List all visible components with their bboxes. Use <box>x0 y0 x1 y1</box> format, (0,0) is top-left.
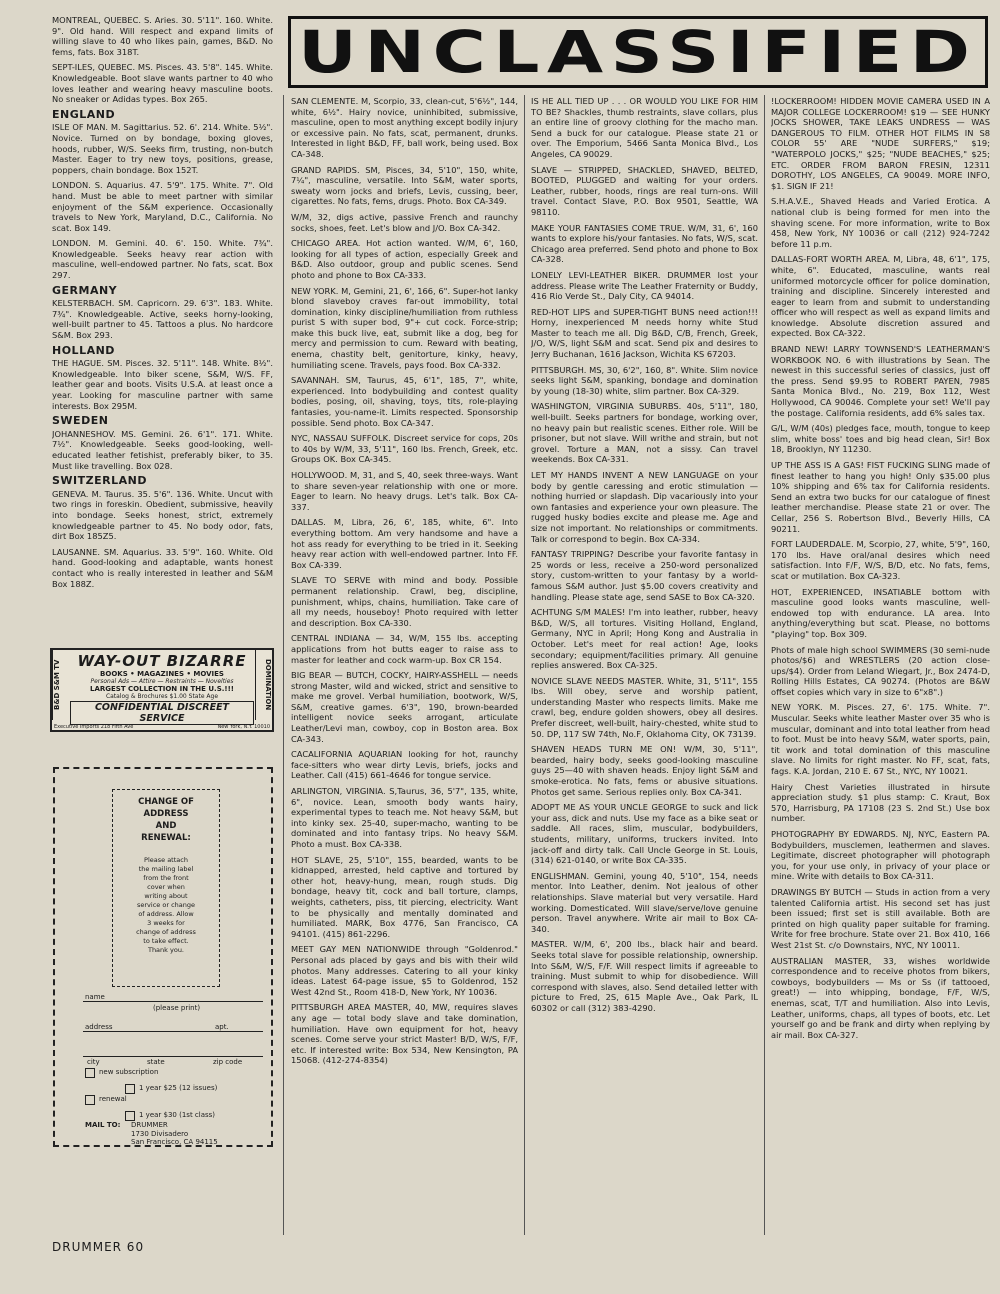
address-field[interactable] <box>83 1031 263 1032</box>
ad-subtitle: BOOKS • MAGAZINES • MOVIES <box>100 670 224 678</box>
ad-townsend-workbook: BRAND NEW! LARRY TOWNSEND'S LEATHERMAN'S WORKBOOK NO. 6 with illustrations by Sean. The newest in this successful series of classics, just off the press. Send $9.95 to ROBERT PAYEN, 7985 Santa Monica Blvd., No. 219, Box 112, West Hollywood, CA 90046. Complete your set! We'll pay the postage. California residents, add 6% sales tax. <box>771 344 990 418</box>
ad-drawings-butch: DRAWINGS BY BUTCH — Studs in action from a very talented California artist. His second set has just been issued; first set is still available. Both are printed on high quality paper suitable for framing. Write for free brochure. State over 21. Box 410, 166 West 21st St. c/o Downstairs, NYC, NY 10011. <box>771 886 990 950</box>
ad-side-left: B&D S&M TV <box>52 650 69 720</box>
ad-new-york-gemini: NEW YORK. M, Gemini, 21, 6', 166, 6". Super-hot lanky blond slaveboy craves far-out immobility, total domination, kinky discipline/humiliation from ruthless purist S with super bod, 9"+ cut cock. Force-strip; make this buck live, eat, submit like a dog, beg for mercy and permission to cum. Reward with beating, enema, chastity belt, genitorture, kinky, heavy, humiliating scene. Travels, pays food. Box CA-332. <box>291 285 518 370</box>
way-out-bizarre-ad <box>50 648 274 732</box>
ad-australian-master: AUSTRALIAN MASTER, 33, wishes worldwide correspondence and to receive photos from bikers, cowboys, bodybuilders — Ms or Ss (if tattooed, great!) — into whipping, bondage, F/F, W/S, enemas, scat, T/T and humiliation. Also into Levis, Leather, uniforms, chaps, all types of boots, etc. Let yourself go and be frank and dirty when replying by air mail. Box CA-327. <box>771 955 990 1040</box>
ad-red-hot-lips: RED-HOT LIPS and SUPER-TIGHT BUNS need action!!! Horny, inexperienced M needs horny white Stud Master to teach me all. Dig B&D, C/B, French, Greek, J/O, W/S, light S&M and scat. Send pix and desires to Jerry Buchanan, 1616 Jackson, Wichita KS 67203. <box>531 306 758 360</box>
ad-kelsterbach: KELSTERBACH. SM. Capricorn. 29. 6'3". 183. White. 7¾". Knowledgeable. Active, seeks horny-looking, well-built partner to 45. Tattoos a plus. No hardcore S&M. Box 293. <box>52 298 273 341</box>
ad-nyc-nassau: NYC, NASSAU SUFFOLK. Discreet service for cops, 20s to 40s by W/M, 33, 5'11", 160 lbs. French, Greek, etc. Groups OK. Box CA-345. <box>291 433 518 465</box>
coupon-heading: CHANGE OF ADDRESS AND RENEWAL: <box>138 797 194 843</box>
year-30-label: 1 year $30 (1st class) <box>139 1111 216 1119</box>
column-1 <box>52 15 273 643</box>
mail-to-label: MAIL TO: <box>85 1121 121 1129</box>
ad-hairy-chest: Hairy Chest Varieties illustrated in hirsute appreciation study. $1 plus stamp: C. Kraut, Box 570, Harrisburg, PA 17108 (23 S. 2nd St.) Use box number. <box>771 781 990 824</box>
ad-isle-of-man: ISLE OF MAN. M. Sagittarius. 52. 6'. 214. White. 5½". Novice. Turned on by bondage, boxing gloves, hoods, rubber, W/S. Seeks firm, trusting, non-butch Master. Eager to try new toys, positions, grease, poppers, chain bondage. Box 152T. <box>52 122 273 175</box>
ad-washington-virginia: WASHINGTON, VIRGINIA SUBURBS. 40s, 5'11", 180, well-built. Seeks partners for bondage, working over, no heavy pain but realistic scenes. Either role. Will be prisoner, but not slave. Will writhe and strain, but not grovel. Torture a MAN, not a sissy. Can travel weekends. Box CA-331. <box>531 401 758 465</box>
city-label: city <box>87 1058 100 1066</box>
ad-master: MASTER. W/M, 6', 200 lbs., black hair and beard. Seeks total slave for possible relationship, ownership. Into S&M, W/S, F/F. Will respect limits if agreeable to training. Must submit to whip for disobedience. Will correspond with slaves, also. Send detailed letter with picture to Fred, 2S, 615 Maple Ave., Oak Park, IL 60302 or call (312) 383-4290. <box>531 939 758 1013</box>
mail-address-2: 1730 Divisadero <box>131 1130 189 1138</box>
page-footer: DRUMMER 60 <box>52 1240 145 1254</box>
ad-grand-rapids: GRAND RAPIDS. SM, Pisces, 34, 5'10", 150, white, 7¼", masculine, versatile. Into S&M, water sports, sweaty worn jocks and briefs, Levis, cussing, beer, cigarettes. No fats, fems, drugs. Photo. Box CA-349. <box>291 164 518 207</box>
ad-central-indiana: CENTRAL INDIANA — 34, W/M, 155 lbs. accepting applications from hot butts eager to raise ass to master for leather and cock warm-up. Box CR 154. <box>291 633 518 665</box>
heading-germany: GERMANY <box>52 283 118 297</box>
ad-slogan: CONFIDENTIAL DISCREET SERVICE <box>70 701 254 725</box>
ad-fantasy-tripping: FANTASY TRIPPING? Describe your favorite fantasy in 25 words or less, receive a 250-word personalized story, custom-written to your fantasy by a world-famous S&M author. Just $5.00 covers creativity and handling. Please state age, send SASE to Box CA-320. <box>531 549 758 602</box>
unclassified-banner <box>288 16 988 88</box>
column-divider-1 <box>283 95 284 1235</box>
ad-let-my-hands: LET MY HANDS INVENT A NEW LANGUAGE on your body by gentle caressing and erotic stimulation — nothing hurried or slapdash. Dip vacariously into your own fantasies and experience your own pleasure. The rugged husky bodies excite and please me. Age and size not important. No relationships or commitments. Talk or correspond to begin. Box CA-334. <box>531 470 758 544</box>
ad-englishman: ENGLISHMAN. Gemini, young 40, 5'10", 154, needs mentor. Into Leather, denim. Not jealous of other relationships. Slave material but very versatile. Hard working. Domesticated. Will slave/serve/love genuine person. Travel anywhere. Write air mail to Box CA-340. <box>531 870 758 934</box>
ad-london-2: LONDON. M. Gemini. 40. 6'. 150. White. 7¾". Knowledgeable. Seeks heavy rear action with masculine, well-endowed partner. No fats, scat. Box 297. <box>52 238 273 281</box>
ad-dallas-fort-worth: DALLAS-FORT WORTH AREA. M, Libra, 48, 6'1", 175, white, 6". Educated, masculine, wants real uniformed motorcycle officer for police domination, training and discipline. Sincerely interested and eager to learn from and submit to understanding officer who will respect as well as expand limits and knowledge. Absolute discretion assured and expected. Box CA-322. <box>771 254 990 339</box>
ad-make-fantasies: MAKE YOUR FANTASIES COME TRUE. W/M, 31, 6', 160 wants to explore his/your fantasies. No fats, W/S, scat. Chicago area preferred. Send photo and phone to Box CA-328. <box>531 222 758 265</box>
ad-wm-32: W/M, 32, digs active, passive French and raunchy socks, shoes, feet. Let's blow and J/O. Box CA-342. <box>291 211 518 233</box>
ad-title: WAY-OUT BIZARRE <box>77 652 247 670</box>
column-2 <box>291 96 518 1236</box>
ad-line-3: Catalog & Brochures $1.00 State Age <box>105 693 219 700</box>
renewal-checkbox[interactable] <box>85 1095 95 1105</box>
ad-shaven-heads: SHAVEN HEADS TURN ME ON! W/M, 30, 5'11", bearded, hairy body, seeks good-looking masculine guys 25—40 with shaven heads. Enjoy light S&M and smoke-erotica. No fats, fems or abusive situations. Photos get same. Serious replies only. Box CA-341. <box>531 744 758 797</box>
change-of-address-coupon <box>53 767 273 1147</box>
heading-sweden: SWEDEN <box>52 414 109 428</box>
heading-holland: HOLLAND <box>52 343 115 357</box>
ad-lausanne: LAUSANNE. SM. Aquarius. 33. 5'9". 160. White. Old hand. Good-looking and adaptable, wants honest contact who is really interested in leather and S&M Box 188Z. <box>52 546 273 589</box>
renewal-label: renewal <box>99 1095 127 1103</box>
ad-emporium: IS HE ALL TIED UP . . . OR WOULD YOU LIKE FOR HIM TO BE? Shackles, thumb restraints, slave collars, plus an entire line of groovy clothing for the macho man. Send a buck for our catalogue. Please state 21 or over. The Emporium, 5466 Santa Monica Blvd., Los Angeles, CA 90029. <box>531 96 758 159</box>
ad-savannah: SAVANNAH. SM, Taurus, 45, 6'1", 185, 7", white, experienced. Into bodybuilding and contest quality bodies, posing, oil, shaving, toys, tits, role-playing fantasies, you-name-it. Limits respected. Sponsorship possible. Send photo. Box CA-347. <box>291 375 518 428</box>
mail-address-3: San Francisco, CA 94115 <box>131 1138 218 1146</box>
heading-england: ENGLAND <box>52 107 116 121</box>
ad-san-clemente: SAN CLEMENTE. M, Scorpio, 33, clean-cut, 5'6½", 144, white, 6½". Hairy novice, uninhibited, submissive, masculine, open to most anything except bodily injury or excessive pain. No fats, scat, permanent, drunks. Interested in light B&D, FF, ball work, being used. Box CA-348. <box>291 96 518 159</box>
ad-new-york-pisces: NEW YORK. M. Pisces. 27, 6'. 175. White. 7". Muscular. Seeks white leather Master over 35 who is muscular, dominant and into total leather from head to foot. Must be into heavy S&M, water sports, pain, tit work and total domination of this masculine slave. No limits for right master. No FF, scat, fats, fags. K.A. Jordan, 210 E. 67 St., NYC, NY 10021. <box>771 702 990 777</box>
ad-fort-lauderdale: FORT LAUDERDALE. M, Scorpio, 27, white, 5'9", 160, 170 lbs. Have oral/anal desires which need satisfaction. Into F/F, W/S, B/D, etc. No fats, fems, scat or mutilation. Box CA-323. <box>771 539 990 581</box>
state-label: state <box>147 1058 165 1066</box>
ad-swimmers-wrestlers: Phots of male high school SWIMMERS (30 semi-nude photos/$6) and WRESTLERS (20 action close-ups/$4). Order from Leland Wiegart, Jr., Box 2474-D, Rolling Hills Estates, CA 90274. (Photos are B&W offset copies which vary in size to 6"x8".) <box>771 644 990 697</box>
ad-novice-slave: NOVICE SLAVE NEEDS MASTER. White, 31, 5'11", 155 lbs. Will obey, serve and worship patient, understanding Master who respects limits. Make me crawl, beg, endure golden showers, obey all desires. Prefer discreet, well-built, hairy-chested, white stud to 50. DP, 117 SW 74th, No.F, Oklahoma City, OK 73139. <box>531 675 758 739</box>
ad-big-bear: BIG BEAR — BUTCH, COCKY, HAIRY-ASSHELL — needs strong Master, wild and wicked, strict and sensitive to make me grovel. Verbal humiliation, bootwork, W/S, S&M, creative games. 6'3", 190, brown-bearded intelligent novice seeks arrogant, articulate Leather/Levi man, cowboy, cop in Boston area. Box CA-343. <box>291 670 518 744</box>
heading-switzerland: SWITZERLAND <box>52 474 147 488</box>
ad-photography-edwards: PHOTOGRAPHY BY EDWARDS. NJ, NYC, Eastern PA. Bodybuilders, musclemen, leathermen and slaves. Legitimate, discreet photographer will photograph you, for your use only, in privacy of your place or mine. Write with details to Box CA-311. <box>771 829 990 882</box>
column-3 <box>531 96 758 1236</box>
ad-hollywood: HOLLYWOOD. M, 31, and S, 40, seek three-ways. Want to share seven-year relationship with one or more. Eager to learn. No heavy drugs. Let's talk. Box CA-337. <box>291 470 518 512</box>
ad-the-hague: THE HAGUE. SM. Pisces. 32. 5'11". 148. White. 8½". Knowledgeable. Into biker scene, S&M, W/S. FF, leather gear and boots. Visits U.S.A. at least once a year. Looking for masculine partner with same interests. Box 295M. <box>52 358 273 411</box>
ad-slave-stripped: SLAVE — STRIPPED, SHACKLED, SHAVED, BELTED, BOOTED, PLUGGED and waiting for your orders. Leather, rubber, hoods, rings are real turn-ons. Will travel. Contact Slave, P.O. Box 9501, Seattle, WA 98110. <box>531 164 758 217</box>
ad-montreal: MONTREAL, QUEBEC. S. Aries. 30. 5'11". 160. White. 9". Old hand. Will respect and expand limits of willing slave to 40 who likes pain, games, B&D. No fems, fats. Box 318T. <box>52 15 273 57</box>
ad-arlington: ARLINGTON, VIRGINIA. S,Taurus, 36, 5'7", 135, white, 6", novice. Lean, smooth body wants hairy, experimental types to teach me. Not heavy S&M, but into kinky sex. 25-40, super-macho, wanting to be dominated and into fantasy trips. No heavy S&M. Photo a must. Box CA-338. <box>291 786 518 849</box>
ad-pittsburgh-master: PITTSBURGH AREA MASTER, 40, MW, requires slaves any age — total body slave and take domination, humiliation. Have own equipment for hot, heavy scenes. Come serve your strict Master! B/D, W/S, F/F, etc. If interested write: Box 534, New Kensington, PA 15068. (412-274-8354) <box>291 1002 518 1066</box>
new-subscription-checkbox[interactable] <box>85 1068 95 1078</box>
zip-label: zip code <box>213 1058 243 1066</box>
ad-line-2: LARGEST COLLECTION IN THE U.S.!!! <box>90 685 234 693</box>
ad-foot-left: Executive Imports 218 Fifth Ave <box>54 724 134 730</box>
ad-dallas: DALLAS. M, Libra, 26, 6', 185, white, 6". Into everything bottom. Am very handsome and have a hot ass ready for everything to be tried in it. Seeking heavy rear action with well-endowed partner. Into FF. Box CA-339. <box>291 517 518 570</box>
apt-label: apt. <box>215 1023 229 1031</box>
mail-address-1: DRUMMER <box>131 1121 168 1129</box>
ad-geneva: GENEVA. M. Taurus. 35. 5'6". 136. White. Uncut with two rings in foreskin. Obedient, submissive, heavily into bondage. Seeks honest, strict, extremely knowledgeable partner to 45. No body odor, fats, dirt Box 185Z5. <box>52 488 273 542</box>
ad-goldenrod: MEET GAY MEN NATIONWIDE through "Goldenrod." Personal ads placed by gays and bis with their wild photos. Many addresses. Catering to all your kinky ideas. Latest 64-page issue, $5 to Goldenrod, 152 West 42nd St., Room 418-D, New York, NY 10036. <box>291 944 518 997</box>
ad-slave-to-serve: SLAVE TO SERVE with mind and body. Possible permanent relationship. Crawl, beg, discipline, punishment, whips, chains, humiliation. Take care of all my needs, houseboy! Photo required with letter and description. Box CA-330. <box>291 575 518 628</box>
column-4 <box>771 96 990 1236</box>
ad-hot-slave: HOT SLAVE, 25, 5'10", 155, bearded, wants to be kidnapped, arrested, held captive and tortured by other hot, heavy-hung, mean, rough studs. Dig bondage, heavy tit, cock and ball torture, clamps, weights, catheters, piss, tit piercing, electricity. Want to be physically and mentally dominated and humiliated. MARK, Box 4776, San Francisco, CA 94101. (415) 861-2296. <box>291 854 518 939</box>
name-field[interactable] <box>83 1001 263 1002</box>
ad-gl-wm: G/L, W/M (40s) pledges face, mouth, tongue to keep slim, white boss' toes and big head clean, Sir! Box 18, Brooklyn, NY 11230. <box>771 423 990 455</box>
name-label: name <box>85 993 105 1001</box>
mailing-label-box <box>112 789 220 987</box>
coupon-instructions: Please attach the mailing label from the front cover when writing about service or change of address. Allow 3 weeks for change of address to take effect. Thank you. <box>136 856 196 954</box>
ad-pittsburgh-ms: PITTSBURGH. MS, 30, 6'2", 160, 8". White. Slim novice seeks light S&M, spanking, bondage and domination by young (18-30) white, slim partner. Box CA-329. <box>531 364 758 396</box>
ad-sept-iles: SEPT-ILES, QUEBEC. MS. Pisces. 43. 5'8". 145. White. Knowledgeable. Boot slave wants partner to 40 who loves leather and wearing heavy masculine boots. No sneaker or Adidas types. Box 265. <box>52 62 273 105</box>
column-divider-3 <box>764 95 765 1235</box>
ad-foot-right: New York, N.Y. 10010 <box>217 724 270 730</box>
ad-uncle-george: ADOPT ME AS YOUR UNCLE GEORGE to suck and lick your ass, dick and nuts. Use my face as a bike seat or saddle. All races, slim, muscular, bodybuilders, students, military, uniforms, truckers invited. Into jack-off and dirty talk. Call Uncle George in St. Louis, (314) 621-0140, or write Box CA-335. <box>531 802 758 866</box>
ad-lockerroom: !LOCKERROOM! HIDDEN MOVIE CAMERA USED IN A MAJOR COLLEGE LOCKERROOM! $19 — SEE HUNKY JOCKS SHOWER, TAKE LEAKS UNDRESS — WAS DANGEROUS TO FILM. OTHER HOT FILMS IN S8 COLOR 55' ARE "NUDE SURFERS," $19; "WATERPOLO JOCKS," $25; "NUDE BEACHES," $25; ETC. ORDER FROM BARON FRESIN, 12311 DOROTHY, LOS ANGELES, CA 90049. MORE INFO, $1. SIGN IF 21! <box>771 96 990 191</box>
ad-sling: UP THE ASS IS A GAS! FIST FUCKING SLING made of finest leather to hang you high! Only $35.00 plus 10% shipping and 6% tax for California residents. Send an extra two bucks for our catalogue of finest leather merchandise. Please state 21 or over. The Cellar, 256 S. Robertson Blvd., Beverly Hills, CA 90211. <box>771 460 990 534</box>
ad-achtung: ACHTUNG S/M MALES! I'm into leather, rubber, heavy B&D, W/S, all tortures. Visiting Holland, England, Germany, NYC in April; Hong Kong and Australia in October. Let's meet for real action! Age, looks secondary; equipment/facilities primary. All genuine replies answered. Box CA-325. <box>531 607 758 671</box>
ad-london-1: LONDON. S. Aquarius. 47. 5'9". 175. White. 7". Old hand. Must be able to meet partner with similar enjoyment of the S&M experience. Occasionally travels to New York, Maryland, D.C., California. No scat. Box 149. <box>52 180 273 233</box>
column-divider-2 <box>524 95 525 1235</box>
year-25-label: 1 year $25 (12 issues) <box>139 1084 218 1092</box>
ad-side-right: DOMINATION <box>255 650 272 720</box>
new-subscription-label: new subscription <box>99 1068 159 1076</box>
city-field[interactable] <box>83 1056 263 1057</box>
year-25-checkbox[interactable] <box>125 1084 135 1094</box>
year-30-checkbox[interactable] <box>125 1111 135 1121</box>
ad-insatiable: HOT, EXPERIENCED, INSATIABLE bottom with masculine good looks wants masculine, well-endowed top with endurance. LA area. Into anything/everything but scat. Please, no bottoms "playing" top. Box 309. <box>771 586 990 639</box>
ad-chicago-area: CHICAGO AREA. Hot action wanted. W/M, 6', 160, looking for all types of action, especially Greek and B&D. Also outdoor, group and public scenes. Send photo and phone to Box CA-333. <box>291 238 518 280</box>
ad-line-1: Personal Ads — Attire — Restraints — Novelties <box>90 678 234 685</box>
ad-shave-club: S.H.A.V.E., Shaved Heads and Varied Erotica. A national club is being formed for men into the shaving scene. For more information, write to Box 458, New York, NY 10036 or call (212) 924-7242 before 11 p.m. <box>771 196 990 249</box>
banner-title: UNCLASSIFIED <box>298 18 978 86</box>
print-label: (please print) <box>153 1004 201 1012</box>
ad-johanneshov: JOHANNESHOV. MS. Gemini. 26. 6'1". 171. White. 7½". Knowledgeable. Seeks good-looking, well-educated leather fetishist, preferably biker, to 35. Must like travelling. Box 028. <box>52 428 273 471</box>
ad-california-aquarian: CACALIFORNIA AQUARIAN looking for hot, raunchy face-sitters who wear dirty Levis, briefs, jocks and Leather. Call (415) 661-4646 for tongue service. <box>291 749 518 781</box>
ad-lonely-biker: LONELY LEVI-LEATHER BIKER. DRUMMER lost your address. Please write The Leather Fraternity or Buddy, 416 Rio Verde St., Daly City, CA 94014. <box>531 269 758 302</box>
address-label: address <box>85 1023 113 1031</box>
